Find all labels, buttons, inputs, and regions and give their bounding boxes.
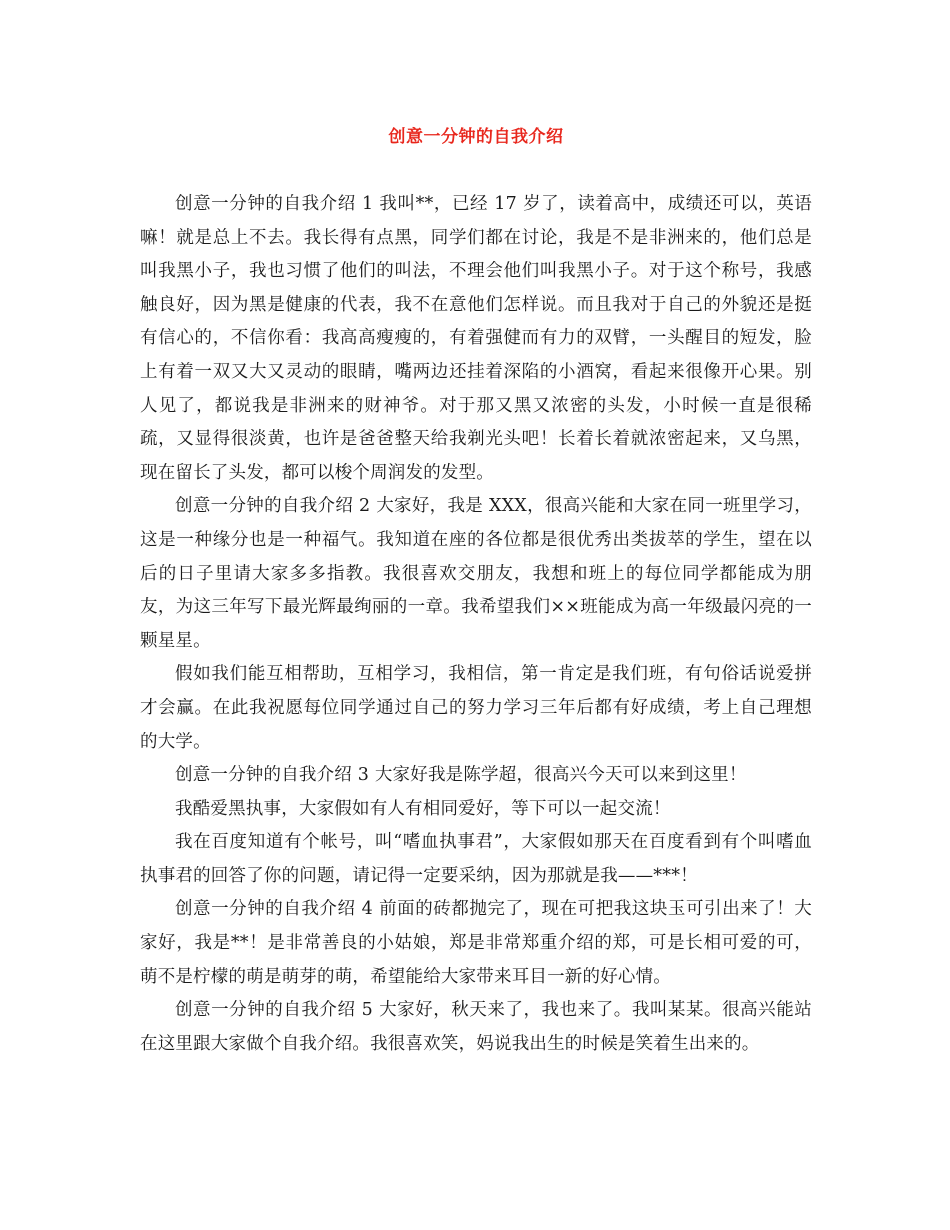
- paragraph-intro-4: 创意一分钟的自我介绍 4 前面的砖都抛完了，现在可把我这块玉可引出来了！大家好，我是**！是非常善良的小姑娘，郑是非常郑重介绍的郑，可是长相可爱的可，萌不是柠檬的萌是萌芽的萌，希望能给大家带来耳目一新的好心情。: [140, 899, 812, 987]
- paragraph-intro-2-cont: 假如我们能互相帮助，互相学习，我相信，第一肯定是我们班，有句俗话说爱拼才会赢。在此我祝愿每位同学通过自己的努力学习三年后都有好成绩，考上自己理想的大学。: [140, 664, 812, 752]
- paragraph-intro-3: 创意一分钟的自我介绍 3 大家好我是陈学超，很高兴今天可以来到这里！: [175, 765, 747, 786]
- paragraph-intro-5: 创意一分钟的自我介绍 5 大家好，秋天来了，我也来了。我叫某某。很高兴能站在这里跟大家做个自我介绍。我很喜欢笑，妈说我出生的时候是笑着生出来的。: [140, 1000, 812, 1054]
- document-title: 创意一分钟的自我介绍: [388, 127, 564, 147]
- paragraph-intro-1: 创意一分钟的自我介绍 1 我叫**，已经 17 岁了，读着高中，成绩还可以，英语嘛！就是总上不去。我长得有点黑，同学们都在讨论，我是不是非洲来的，他们总是叫我黑小子，我也习惯了他们的叫法，不理会他们叫我黑小子。对于这个称号，我感触良好，因为黑是健康的代表，我不在意他们怎样说。而且我对于自己的外貌还是挺有信心的，不信你看：我高高瘦瘦的，有着强健而有力的双臂，一头醒目的短发，脸上有着一双又大又灵动的眼睛，嘴两边还挂着深陷的小酒窝，看起来很像开心果。别人见了，都说我是非洲来的财神爷。对于那又黑又浓密的头发，小时候一直是很稀疏，又显得很淡黄，也许是爸爸整天给我剃光头吧！长着长着就浓密起来，又乌黑，现在留长了头发，都可以梭个周润发的发型。: [140, 194, 812, 483]
- document-body: [140, 188, 812, 1061]
- paragraph-intro-3-hobby: 我酷爱黑执事，大家假如有人有相同爱好，等下可以一起交流！: [175, 798, 671, 819]
- paragraph-intro-3-account: 我在百度知道有个帐号，叫“嗜血执事君”，大家假如那天在百度看到有个叫嗜血执事君的回答了你的问题，请记得一定要采纳，因为那就是我——***！: [140, 832, 812, 886]
- paragraph-intro-2: 创意一分钟的自我介绍 2 大家好，我是 XXX，很高兴能和大家在同一班里学习，这是一种缘分也是一种福气。我知道在座的各位都是很优秀出类拔萃的学生，望在以后的日子里请大家多多指教。我很喜欢交朋友，我想和班上的每位同学都能成为朋友，为这三年写下最光辉最绚丽的一章。我希望我们××班能成为高一年级最闪亮的一颗星星。: [140, 496, 812, 651]
